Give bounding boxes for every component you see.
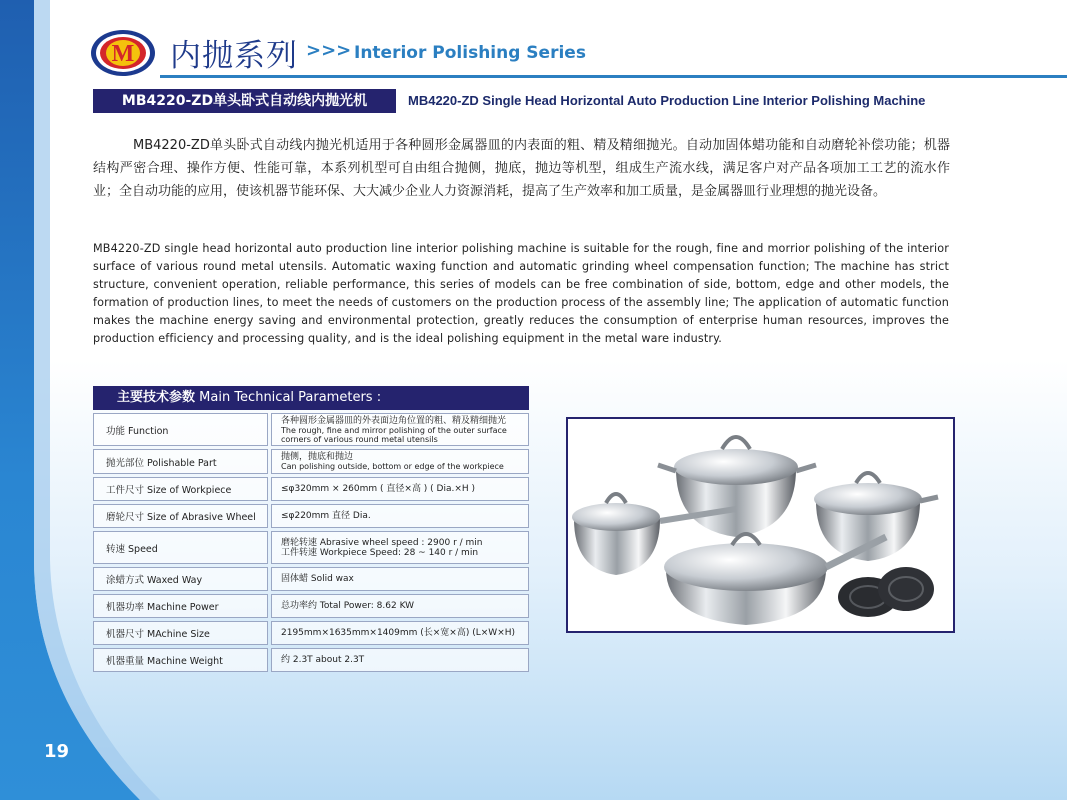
param-label: 转速 Speed bbox=[93, 531, 268, 564]
params-title-en: Main Technical Parameters : bbox=[199, 390, 382, 405]
product-photo-cookware bbox=[566, 417, 955, 633]
param-value-line: 工件转速 Workpiece Speed: 28 ~ 140 r / min bbox=[281, 547, 479, 558]
param-value-line: corners of various round metal utensils bbox=[281, 434, 438, 444]
params-table bbox=[93, 413, 529, 675]
param-label: 机器重量 Machine Weight bbox=[93, 648, 268, 672]
param-row-abrasive-wheel bbox=[93, 504, 529, 528]
param-label: 磨轮尺寸 Size of Abrasive Wheel bbox=[93, 504, 268, 528]
param-value bbox=[271, 531, 529, 564]
param-value bbox=[271, 594, 529, 618]
param-value bbox=[271, 648, 529, 672]
model-title-en: MB4220-ZD Single Head Horizontal Auto Production Line Interior Polishing Machine bbox=[408, 93, 926, 108]
title-arrows: >>> bbox=[306, 40, 352, 61]
description-en: MB4220-ZD single head horizontal auto production line interior polishing machine is suitable for the rough, fine and morrior polishing of the interior surface of various round metal utensils. Automatic waxing function and automatic grinding wheel compensation function; The machine has strict structure, convenient operation, reliable performance, this series of models can be free combination of side, bottom, edge and other models, the formation of production lines, to meet the needs of customers on the production process of the assembly line; The application of automatic function makes the machine energy saving and environmental protection, greatly reduces the consumption of enterprise human resources, improves the production efficiency and processing quality, and is the ideal polishing equipment in the metal ware industry. bbox=[93, 242, 949, 345]
param-value-line: The rough, fine and mirror polishing of the outer surface bbox=[281, 425, 507, 435]
param-value-line: 各种圆形金属器皿的外表面边角位置的粗、精及精细抛光 bbox=[281, 415, 507, 426]
cookware-illustration bbox=[568, 419, 953, 631]
param-row-waxed-way bbox=[93, 567, 529, 591]
param-value bbox=[271, 621, 529, 645]
param-value bbox=[271, 413, 529, 446]
description-cn: MB4220-ZD单头卧式自动线内抛光机适用于各种圆形金属器皿的内表面的粗、精及精细抛光。自动加固体蜡功能和自动磨轮补偿功能；机器结构严密合理、操作方便、性能可靠，本系列机型可自由组合抛侧，抛底，抛边等机型，组成生产流水线，满足客户对产品各项加工工艺的流水作业；全自动功能的应用，使该机器节能环保、大大减少企业人力资源消耗，提高了生产效率和加工质量，是金属器皿行业理想的抛光设备。 bbox=[93, 138, 950, 199]
company-logo bbox=[90, 28, 156, 78]
param-row-size-of-workpiece bbox=[93, 477, 529, 501]
param-label: 工件尺寸 Size of Workpiece bbox=[93, 477, 268, 501]
param-row-polishable-part bbox=[93, 449, 529, 474]
param-label: 功能 Function bbox=[93, 413, 268, 446]
param-value-line: 总功率约 Total Power: 8.62 KW bbox=[281, 601, 415, 611]
param-value-line: 磨轮转速 Abrasive wheel speed : 2900 r / min bbox=[281, 537, 483, 548]
param-label: 机器功率 Machine Power bbox=[93, 594, 268, 618]
param-value-line: ≤φ220mm 直径 Dia. bbox=[281, 511, 371, 521]
header-divider bbox=[160, 75, 1067, 78]
model-title-cn: MB4220-ZD单头卧式自动线内抛光机 bbox=[93, 89, 396, 113]
page-number: 19 bbox=[44, 741, 70, 762]
page-title-cn: 内抛系列 bbox=[170, 38, 298, 74]
logo-letter: M bbox=[111, 41, 135, 67]
param-label: 抛光部位 Polishable Part bbox=[93, 449, 268, 474]
param-value bbox=[271, 504, 529, 528]
param-value-line: 2195mm×1635mm×1409mm (长×宽×高) (L×W×H) bbox=[281, 628, 516, 638]
params-section-header bbox=[93, 386, 529, 410]
param-label: 涂蜡方式 Waxed Way bbox=[93, 567, 268, 591]
page-title-en: Interior Polishing Series bbox=[354, 43, 586, 63]
param-value-line: 固体蜡 Solid wax bbox=[281, 574, 354, 584]
params-title-cn: 主要技术参数 bbox=[117, 390, 196, 405]
param-value bbox=[271, 567, 529, 591]
param-value bbox=[271, 449, 529, 474]
param-row-speed bbox=[93, 531, 529, 564]
param-row-machine-size bbox=[93, 621, 529, 645]
param-value-line: ≤φ320mm × 260mm ( 直径×高 ) ( Dia.×H ) bbox=[281, 484, 476, 494]
param-row-machine-power bbox=[93, 594, 529, 618]
param-value bbox=[271, 477, 529, 501]
param-row-function bbox=[93, 413, 529, 446]
param-value-line: Can polishing outside, bottom or edge of the workpiece bbox=[281, 462, 504, 471]
param-value-line: 约 2.3T about 2.3T bbox=[281, 655, 365, 665]
param-label: 机器尺寸 MAchine Size bbox=[93, 621, 268, 645]
param-value-line: 抛侧，抛底和抛边 bbox=[281, 452, 354, 462]
param-row-machine-weight bbox=[93, 648, 529, 672]
